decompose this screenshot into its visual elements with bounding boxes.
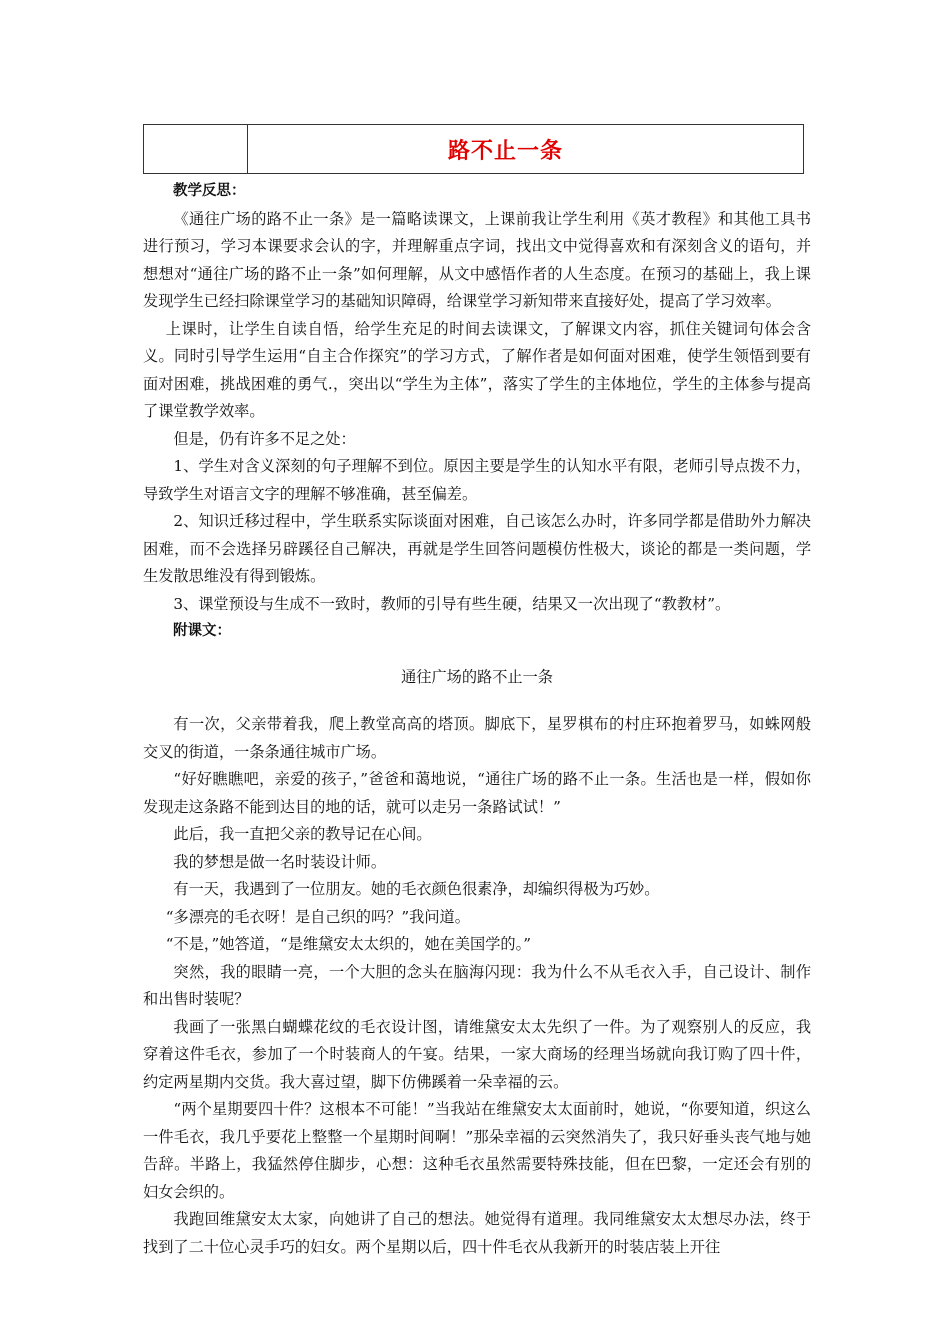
reflection-paragraph: 3、课堂预设与生成不一致时，教师的引导有些生硬，结果又一次出现了“教教材”。 [173, 594, 731, 613]
reflection-paragraph: 1、学生对含义深刻的句子理解不到位。原因主要是学生的认知水平有限，老师引导点拨不力，导致学生对语言文字的理解不够准确，甚至偏差。 [143, 457, 811, 503]
appendix-label: 附课文： [173, 623, 231, 639]
reflection-label: 教学反思： [173, 183, 246, 199]
reflection-paragraph: 但是，仍有许多不足之处： [173, 429, 356, 448]
text-paragraph: 有一次，父亲带着我，爬上教堂高高的塔顶。脚底下，星罗棋布的村庄环抱着罗马，如蛛网般交叉的街道，一条条通往城市广场。 [143, 715, 811, 761]
text-title: 通往广场的路不止一条 [401, 667, 553, 686]
text-paragraph: “两个星期要四十件？这根本不可能！”当我站在维黛安太太面前时，她说，“你要知道，织这么一件毛衣，我几乎要花上整整一个星期时间啊！”那朵幸福的云突然消失了，我只好垂头丧气地与她告辞。半路上，我猛然停住脚步，心想：这种毛衣虽然需要特殊技能，但在巴黎，一定还会有别的妇女会织的。 [143, 1100, 811, 1201]
text-paragraph: 有一天，我遇到了一位朋友。她的毛衣颜色很素净，却编织得极为巧妙。 [173, 880, 660, 898]
document-title: 路不止一条 [447, 138, 563, 164]
reflection-paragraph: 2、知识迁移过程中，学生联系实际谈面对困难，自己该怎么办时，许多同学都是借助外力解决困难，而不会选择另辟蹊径自己解决，再就是学生回答问题模仿性极大，谈论的都是一类问题，学生发散思维没有得到锻炼。 [143, 512, 811, 585]
title-table [143, 124, 804, 174]
title-table-empty-cell [144, 125, 248, 173]
text-paragraph: “好好瞧瞧吧，亲爱的孩子，”爸爸和蔼地说，“通往广场的路不止一条。生活也是一样，假如你发现走这条路不能到达目的地的话，就可以走另一条路试试！” [143, 770, 811, 816]
reflection-paragraph: 上课时，让学生自读自悟，给学生充足的时间去读课文，了解课文内容，抓住关键词句体会含义。同时引导学生运用“自主合作探究”的学习方式，了解作者是如何面对困难，使学生领悟到要有面对困难，挑战困难的勇气.，突出以“学生为主体”，落实了学生的主体地位，学生的主体参与提高了课堂教学效率。 [143, 319, 811, 420]
text-paragraph: 此后，我一直把父亲的教导记在心间。 [173, 825, 432, 843]
text-paragraph: “多漂亮的毛衣呀！是自己织的吗？”我问道。 [165, 907, 470, 926]
text-paragraph: 我的梦想是做一名时装设计师。 [173, 852, 387, 871]
title-table-title-cell [248, 125, 803, 173]
text-paragraph: 我跑回维黛安太太家，向她讲了自己的想法。她觉得有道理。我同维黛安太太想尽办法，终于找到了二十位心灵手巧的妇女。两个星期以后，四十件毛衣从我新开的时装店装上开往 [143, 1210, 811, 1256]
reflection-paragraph: 《通往广场的路不止一条》是一篇略读课文，上课前我让学生利用《英才教程》和其他工具书进行预习，学习本课要求会认的字，并理解重点字词，找出文中觉得喜欢和有深刻含义的语句，并想想对“通往广场的路不止一条”如何理解，从文中感悟作者的人生态度。在预习的基础上，我上课发现学生已经扫除课堂学习的基础知识障碍，给课堂学习新知带来直接好处，提高了学习效率。 [143, 209, 811, 310]
text-paragraph: 我画了一张黑白蝴蝶花纹的毛衣设计图，请维黛安太太先织了一件。为了观察别人的反应，我穿着这件毛衣，参加了一个时装商人的午宴。结果，一家大商场的经理当场就向我订购了四十件，约定两星期内交货。我大喜过望，脚下仿佛蹊着一朵幸福的云。 [143, 1017, 811, 1091]
text-paragraph: “不是，”她答道，“是维黛安太太织的，她在美国学的。” [165, 935, 531, 953]
document-body [143, 178, 811, 1261]
text-paragraph: 突然，我的眼睛一亮，一个大胆的念头在脑海闪现：我为什么不从毛衣入手，自己设计、制作和出售时装呢？ [143, 962, 811, 1008]
